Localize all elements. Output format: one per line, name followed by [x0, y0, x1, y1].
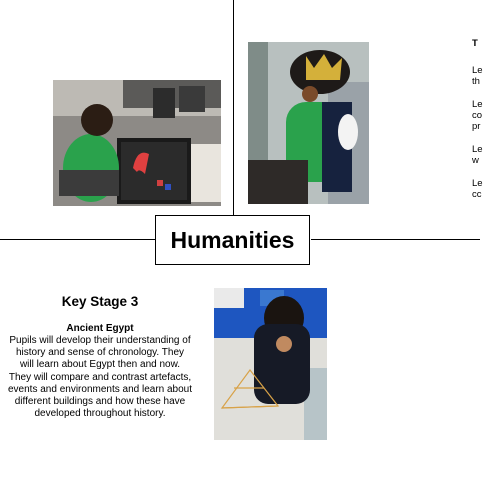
horizontal-divider-right	[311, 239, 480, 240]
fragment-line: pr	[472, 121, 481, 132]
topic-description: Pupils will develop their understanding of history and sense of chronology. They will learn about Egypt then and now. They will compare and contrast artefacts, events and environments and learn about different buildings and how these have developed throughout history.	[8, 335, 193, 420]
horizontal-divider-left	[0, 239, 155, 240]
photo-child-at-table	[214, 288, 327, 440]
right-column-title: T	[472, 38, 478, 49]
photo-child-with-crown	[248, 42, 369, 204]
right-fragment-paragraph	[472, 144, 483, 166]
fragment-line: th	[472, 76, 480, 87]
right-fragment-paragraph	[472, 65, 483, 87]
right-fragment-paragraph	[472, 99, 483, 132]
topic-title: Ancient Egypt	[66, 323, 134, 334]
fragment-line: w	[472, 155, 479, 166]
right-fragment-paragraph	[472, 178, 483, 200]
fragment-line: Le	[472, 99, 483, 110]
fragment-line: co	[472, 110, 483, 121]
fragment-line: Le	[472, 65, 483, 76]
key-stage-heading: Key Stage 3	[61, 294, 139, 309]
fragment-line: Le	[472, 178, 483, 189]
photo-child-with-tray	[53, 80, 221, 206]
right-column-fragments	[472, 38, 483, 212]
page-title: Humanities	[155, 215, 310, 265]
fragment-line: cc	[472, 189, 482, 200]
vertical-divider	[233, 0, 234, 216]
fragment-line: Le	[472, 144, 483, 155]
